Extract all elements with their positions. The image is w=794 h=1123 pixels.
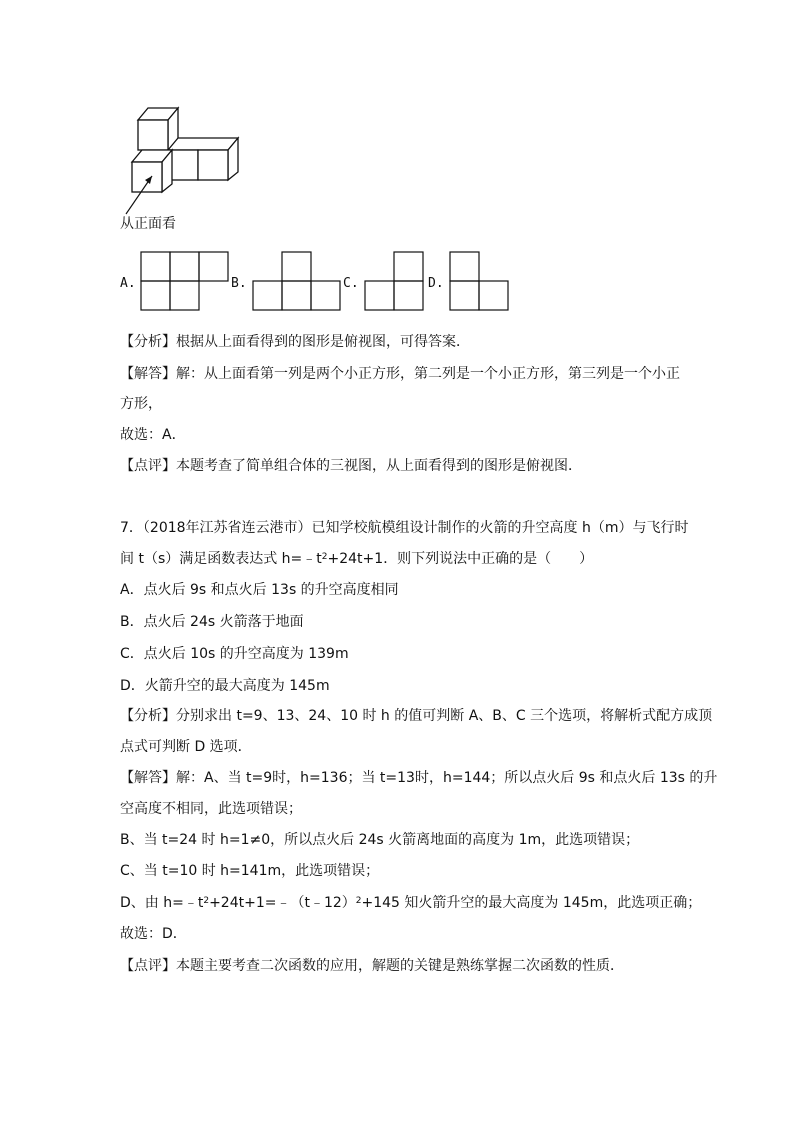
q7-answer-tag: 【解答】: [120, 770, 176, 786]
q7-answer5-sup2: 2: [355, 896, 362, 906]
option-b-figure: [253, 252, 343, 312]
q7-answer-line4: C、当 t=10 时 h=141m，此选项错误；: [120, 863, 380, 879]
q7-option-c: C．点火后 10s 的升空高度为 139m: [120, 646, 349, 662]
cube-figure: [128, 102, 248, 202]
q7-comment: [120, 956, 624, 976]
q7-stem-line2: [120, 549, 593, 569]
q7-stem-text-a: 间 t（s）满足函数表达式 h=﹣t: [120, 551, 322, 567]
q7-answer5-sup1: 2: [203, 896, 210, 906]
q7-answer-line2: 空高度不相同，此选项错误；: [120, 801, 302, 817]
q7-stem-sup: 2: [321, 552, 328, 562]
q6-analysis-text: 根据从上面看得到的图形是俯视图，可得答案．: [176, 334, 470, 350]
q7-analysis-text: 分别求出 t=9、13、24、10 时 h 的值可判断 A、B、C 三个选项，将解析式配方成顶: [176, 708, 713, 724]
q6-answer-tag: 【解答】: [120, 366, 176, 382]
q7-option-d: D．火箭升空的最大高度为 145m: [120, 678, 330, 694]
q6-answer-line2: 方形，: [120, 396, 162, 412]
q7-answer5-c: +145 知火箭升空的最大高度为 145m，此选项正确；: [361, 895, 702, 911]
option-a-figure: [141, 252, 231, 312]
q6-analysis: [120, 332, 470, 352]
option-a-label: A.: [120, 276, 136, 291]
q7-analysis-line2: 点式可判断 D 选项．: [120, 739, 252, 755]
q7-option-b: B．点火后 24s 火箭落于地面: [120, 614, 304, 630]
option-d-figure: [450, 252, 540, 312]
q6-analysis-tag: 【分析】: [120, 334, 176, 350]
option-d-label: D.: [428, 276, 444, 291]
q6-choice: 故选：A．: [120, 427, 186, 443]
q7-comment-tag: 【点评】: [120, 958, 176, 974]
option-b-label: B.: [231, 276, 247, 291]
q6-comment: [120, 456, 582, 476]
q7-answer5-a: D、由 h=﹣t: [120, 895, 204, 911]
q7-answer-line5: [120, 893, 701, 913]
option-c-label: C.: [343, 276, 359, 291]
q7-choice: 故选：D．: [120, 926, 187, 942]
q6-answer-line1: [120, 364, 680, 384]
q7-answer-line3: B、当 t=24 时 h=1≠0，所以点火后 24s 火箭离地面的高度为 1m，此选项错误；: [120, 832, 640, 848]
figure-caption: 从正面看: [120, 216, 176, 232]
q7-stem-line1: 7．（2018年江苏省连云港市）已知学校航模组设计制作的火箭的升空高度 h（m）与飞行时: [120, 520, 689, 536]
q7-answer-text: 解：A、当 t=9时，h=136；当 t=13时，h=144；所以点火后 9s 和点火后 13s 的升: [176, 770, 718, 786]
q7-answer5-b: +24t+1=﹣（t﹣12）: [209, 895, 356, 911]
q6-answer-text: 解：从上面看第一列是两个小正方形，第二列是一个小正方形，第三列是一个小正: [176, 366, 680, 382]
q7-stem-text-b: +24t+1．则下列说法中正确的是（ ）: [327, 551, 594, 567]
q7-analysis-line1: [120, 706, 712, 726]
q6-comment-text: 本题考查了简单组合体的三视图，从上面看得到的图形是俯视图．: [176, 458, 582, 474]
q7-analysis-tag: 【分析】: [120, 708, 176, 724]
q7-comment-text: 本题主要考查二次函数的应用，解题的关键是熟练掌握二次函数的性质．: [176, 958, 624, 974]
q6-comment-tag: 【点评】: [120, 458, 176, 474]
q7-answer-line1: [120, 768, 717, 788]
q7-option-a: A．点火后 9s 和点火后 13s 的升空高度相同: [120, 582, 399, 598]
